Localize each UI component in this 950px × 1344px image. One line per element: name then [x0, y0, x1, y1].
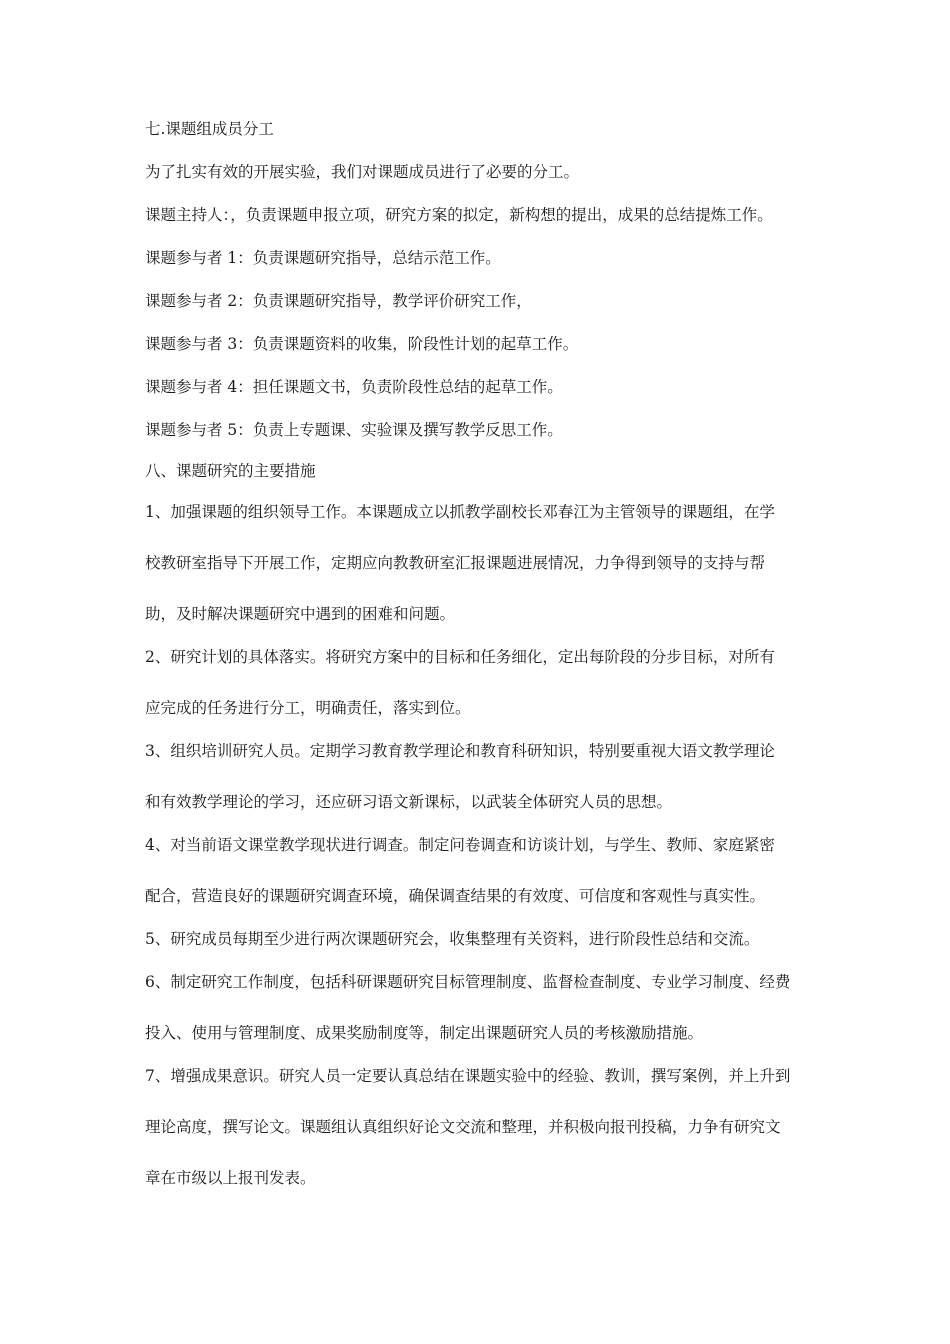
paragraph-participant-4: 课题参与者 4：担任课题文书，负责阶段性总结的起草工作。 [145, 378, 563, 396]
measure-1-line-2: 校教研室指导下开展工作，定期应向教教研室汇报课题进展情况，力争得到领导的支持与帮 [145, 554, 766, 572]
paragraph-participant-5: 课题参与者 5：负责上专题课、实验课及撰写教学反思工作。 [145, 421, 563, 439]
measure-2-line-2: 应完成的任务进行分工，明确责任，落实到位。 [145, 699, 471, 717]
paragraph-host: 课题主持人：，负责课题申报立项，研究方案的拟定，新构想的提出，成果的总结提炼工作。 [145, 206, 773, 224]
measure-7-line-1: 7、增强成果意识。研究人员一定要认真总结在课题实验中的经验、教训，撰写案例，并上升到 [145, 1067, 791, 1085]
section-heading-7: 七.课题组成员分工 [145, 120, 274, 138]
document-body [145, 118, 810, 1189]
measure-1-line-1: 1、加强课题的组织领导工作。本课题成立以抓教学副校长邓春江为主管领导的课题组，在学 [145, 503, 775, 521]
measure-6-line-1: 6、制定研究工作制度，包括科研课题研究目标管理制度、监督检查制度、专业学习制度、经费 [145, 973, 791, 991]
measure-7-line-3: 章在市级以上报刊发表。 [145, 1169, 316, 1187]
measure-2-line-1: 2、研究计划的具体落实。将研究方案中的目标和任务细化，定出每阶段的分步目标，对所有 [145, 648, 775, 666]
measure-3-line-1: 3、组织培训研究人员。定期学习教育教学理论和教育科研知识，特别要重视大语文教学理论 [145, 742, 775, 760]
measure-1-line-3: 助，及时解决课题研究中遇到的困难和问题。 [145, 605, 456, 623]
section-heading-8: 八、课题研究的主要措施 [145, 462, 316, 480]
measure-3-line-2: 和有效教学理论的学习，还应研习语文新课标，以武装全体研究人员的思想。 [145, 793, 673, 811]
measure-6-line-2: 投入、使用与管理制度、成果奖励制度等，制定出课题研究人员的考核激励措施。 [145, 1024, 704, 1042]
measure-5-line-1: 5、研究成员每期至少进行两次课题研究会，收集整理有关资料，进行阶段性总结和交流。 [145, 930, 760, 948]
measure-4-line-2: 配合，营造良好的课题研究调查环境，确保调查结果的有效度、可信度和客观性与真实性。 [145, 887, 766, 905]
measure-7-line-2: 理论高度，撰写论文。课题组认真组织好论文交流和整理，并积极向报刊投稿，力争有研究文 [145, 1118, 781, 1136]
paragraph-participant-2: 课题参与者 2：负责课题研究指导，教学评价研究工作， [145, 292, 532, 310]
paragraph-intro: 为了扎实有效的开展实验，我们对课题成员进行了必要的分工。 [145, 163, 580, 181]
paragraph-participant-3: 课题参与者 3：负责课题资料的收集，阶段性计划的起草工作。 [145, 335, 579, 353]
measure-4-line-1: 4、对当前语文课堂教学现状进行调查。制定问卷调查和访谈计划，与学生、教师、家庭紧密 [145, 836, 775, 854]
paragraph-participant-1: 课题参与者 1：负责课题研究指导，总结示范工作。 [145, 249, 501, 267]
